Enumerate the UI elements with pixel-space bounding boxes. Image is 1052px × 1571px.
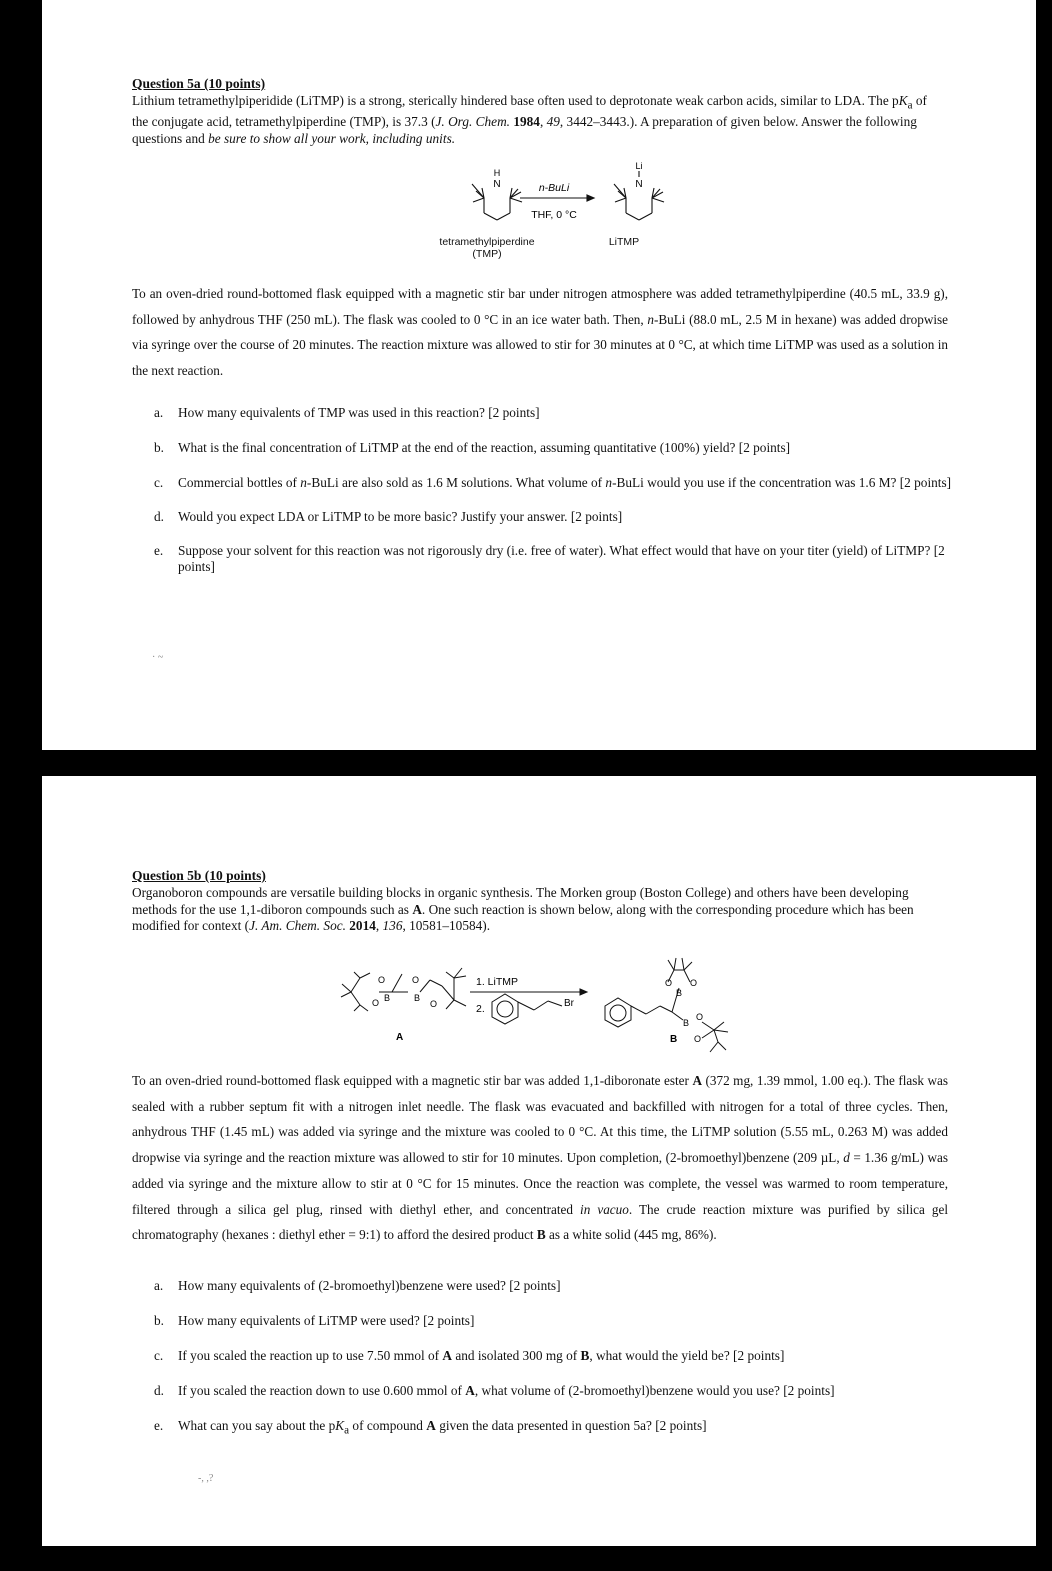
item-text: A (442, 1348, 453, 1363)
procedure-text: (372 mg, 1.39 mmol, 1.00 eq.). The flask was sealed with a rubber septum fit with a nitrogen inlet needle. The flask was evacuated and backfilled with nitrogen for a total of three cycles. Then, anhydrous THF (1.45 mL) was added via syringe and the mixture was cooled to 0 °C. At this time, the LiTMP solution (5.55 mL, 0.263 M) was added dropwise via syringe and the reaction mixture was allowed to stir for 10 minutes. Upon completion, (2-bromoethyl)benzene (209 µL, (132, 1073, 949, 1166)
atom-label: N (635, 179, 643, 190)
procedure-text: To an oven-dried round-bottomed flask equipped with a magnetic stir bar under nitrogen atmosphere was added tetramethylpiperdine (40.5 mL, 33.9 g), followed by anhydrous THF (250 mL). The flask was cooled to 0 °C in an ice water bath. Then, (132, 286, 948, 327)
procedure-text: n (647, 311, 654, 327)
item-text: n (300, 475, 307, 490)
question-5b-procedure (132, 1068, 948, 1248)
item-text: -BuLi would you use if the concentration was 1.6 M? [2 points] (612, 475, 952, 490)
question-5a-list (154, 405, 954, 575)
item-text: , what would the yield be? [2 points] (589, 1348, 785, 1363)
question-5a-intro (132, 93, 932, 147)
tmp-caption (417, 236, 557, 260)
item-text: A (426, 1418, 436, 1433)
item-text: What is the final concentration of LiTMP at the end of the reaction, assuming quantitative (100%) yield? [2 points] (178, 440, 791, 455)
procedure-text: in vacuo (580, 1201, 629, 1217)
procedure-text: -BuLi (88.0 mL, 2.5 M in hexane) was added dropwise via syringe over the course of 20 minutes. The reaction mixture was allowed to stir for 30 minutes at 0 °C, at which time LiTMP was used as a solution in the next reaction. (132, 311, 948, 379)
item-text: B (580, 1348, 590, 1363)
intro-text: K (898, 93, 908, 108)
reaction-arrow (470, 989, 587, 995)
item-text: How many equivalents of (2-bromoethyl)benzene were used? [2 points] (178, 1278, 561, 1293)
item-text: , what volume of (2-bromoethyl)benzene would you use? [2 points] (474, 1383, 835, 1398)
intro-text: 2014 (349, 918, 376, 933)
item-text: n (605, 475, 613, 490)
atom-label: B (384, 993, 391, 1003)
item-label: d. (154, 509, 164, 524)
compound-a-structure (341, 968, 466, 1011)
scan-mark: -, ,? (198, 1473, 214, 1484)
page-question-5a (42, 0, 1036, 750)
intro-text: 49 (546, 114, 560, 130)
intro-text: , (375, 918, 383, 933)
procedure-text: = 1.36 g/mL) was added via syringe and the mixture allow to stir at 0 °C for 15 minutes. Once the reaction was complete, the vessel was warmed to room temperature, filtered through a silica gel plug, rinsed with diethyl ether, and concentrated (132, 1150, 948, 1217)
bromoethylbenzene-structure (492, 994, 562, 1024)
scan-mark: · ~ (152, 652, 164, 663)
atom-label: N (493, 179, 501, 190)
item-text: given the data presented in question 5a? [2 points] (435, 1418, 707, 1433)
procedure-text: d (843, 1150, 850, 1166)
reagent-label: n-BuLi (538, 182, 570, 194)
compound-b-structure (605, 958, 728, 1052)
item-text: -BuLi are also sold as 1.6 M solutions. What volume of (306, 475, 606, 490)
compound-a-label: A (396, 1032, 404, 1043)
item-text: Suppose your solvent for this reaction was not rigorously dry (i.e. free of water). What effect would that have on your titer (yield) of LiTMP? [2 points] (178, 543, 945, 574)
intro-text: . One such reaction is shown below, along with the corresponding procedure which has been modified for context ( (132, 901, 914, 933)
step-1-label: 1. LiTMP (476, 976, 519, 988)
item-label: d. (154, 1383, 164, 1398)
atom-label: O (665, 978, 673, 988)
item-text: and isolated 300 mg of (452, 1348, 581, 1363)
question-item (154, 509, 954, 525)
item-text: If you scaled the reaction down to use 0.600 mmol of (178, 1383, 466, 1398)
atom-label: B (683, 1018, 690, 1028)
intro-text: 136 (382, 918, 403, 933)
procedure-text: . The crude reaction mixture was purified by silica gel chromatography (hexanes : diethyl ether = 9:1) to afford the desired product (132, 1201, 948, 1243)
atom-label: Li (635, 161, 643, 171)
atom-label: O (372, 998, 380, 1008)
question-item (154, 543, 954, 575)
item-label: e. (154, 1418, 164, 1433)
item-label: a. (154, 405, 164, 420)
item-text: A (465, 1383, 475, 1398)
item-text: How many equivalents of TMP was used in this reaction? [2 points] (178, 405, 540, 420)
item-label: b. (154, 440, 164, 455)
step-2-label: 2. (476, 1003, 485, 1015)
question-item (154, 475, 954, 491)
intro-text: 1984 (513, 114, 540, 130)
question-5b-list (154, 1278, 954, 1439)
procedure-text: A (692, 1073, 702, 1088)
compound-b-label: B (670, 1034, 678, 1045)
intro-text: Organoboron compounds are versatile building blocks in organic synthesis. The Morken group (Boston College) and others have been developing methods for the use 1,1-diboron compounds such as (132, 885, 909, 917)
atom-label: H (493, 168, 501, 178)
item-label: b. (154, 1313, 164, 1328)
atom-label: O (378, 975, 386, 985)
diboron-alkylation-scheme (42, 956, 1036, 1056)
item-label: c. (154, 1348, 164, 1363)
question-5a-procedure (132, 281, 948, 384)
intro-text: , 3442–3443.). A preparation of given below. Answer the following questions and (132, 114, 917, 146)
question-item (154, 1278, 954, 1294)
item-text: Commercial bottles of (178, 475, 301, 490)
reaction-arrow (520, 195, 594, 201)
intro-text: J. Org. Chem. (435, 114, 511, 130)
atom-label: B (414, 993, 421, 1003)
item-text: How many equivalents of LiTMP were used? [2 points] (178, 1313, 475, 1328)
question-item (154, 405, 954, 421)
intro-text: of the conjugate acid, tetramethylpiperdine (TMP), is 37.3 ( (132, 93, 927, 130)
item-text: What can you say about the p (178, 1418, 336, 1433)
atom-label: O (412, 975, 420, 985)
item-text: If you scaled the reaction up to use 7.50 mmol of (178, 1348, 443, 1363)
question-5a-title: Question 5a (10 points) (132, 76, 266, 91)
page-question-5b (42, 776, 1036, 1546)
conditions-label: THF, 0 °C (531, 209, 577, 221)
item-label: c. (154, 475, 164, 490)
item-text: Would you expect LDA or LiTMP to be more basic? Justify your answer. [2 points] (178, 509, 623, 524)
intro-text: A (412, 901, 422, 917)
atom-label: O (430, 999, 438, 1009)
atom-label: O (694, 1034, 702, 1044)
question-item (154, 1348, 954, 1364)
procedure-text: B (536, 1227, 546, 1243)
question-item (154, 440, 954, 456)
intro-text: be sure to show all your work, including units. (208, 130, 456, 146)
item-text: a (344, 1424, 350, 1437)
atom-label: Br (564, 998, 574, 1009)
intro-text: J. Am. Chem. Soc. (249, 918, 346, 933)
atom-label: O (690, 978, 698, 988)
question-5b-title: Question 5b (10 points) (132, 868, 266, 883)
question-item (154, 1418, 954, 1439)
atom-label: B (676, 988, 683, 998)
item-label: a. (154, 1278, 164, 1293)
atom-label: O (696, 1012, 704, 1022)
procedure-text: as a white solid (445 mg, 86%). (545, 1227, 717, 1243)
item-text: K (335, 1418, 345, 1433)
intro-text: , (539, 114, 547, 130)
question-5b-intro (132, 885, 947, 935)
question-item (154, 1313, 954, 1329)
intro-text: a (907, 99, 913, 112)
intro-text: , 10581–10584). (402, 918, 491, 933)
intro-text: Lithium tetramethylpiperidide (LiTMP) is a strong, sterically hindered base often used to deprotonate weak carbon acids, similar to LDA. The p (132, 93, 899, 108)
procedure-text: To an oven-dried round-bottomed flask equipped with a magnetic stir bar was added 1,1-diboronate ester (132, 1073, 693, 1088)
question-item (154, 1383, 954, 1399)
caption-line: (TMP) (472, 248, 502, 260)
litmp-caption: LiTMP (608, 236, 640, 248)
item-label: e. (154, 543, 164, 558)
item-text: of compound (349, 1418, 427, 1433)
caption-line: tetramethylpiperdine (439, 236, 535, 248)
